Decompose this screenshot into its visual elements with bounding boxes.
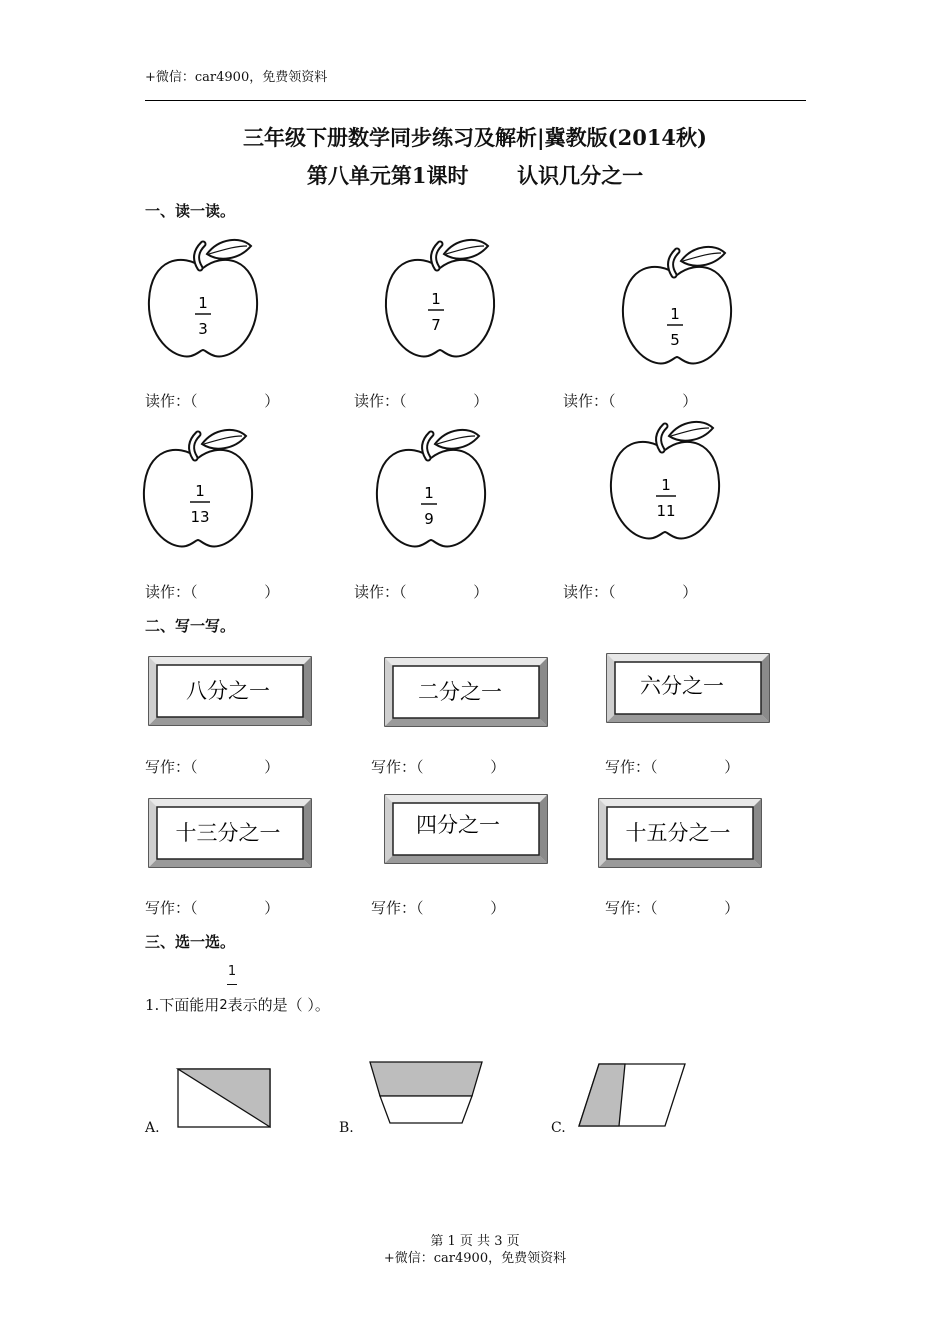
apple-fraction-6	[605, 420, 725, 550]
q1-prefix: 1.下面能用	[145, 996, 220, 1014]
read-answer-5: 读作：（ ）	[354, 583, 489, 601]
apple-6-numerator: 1	[661, 476, 671, 494]
apple-fraction-1	[143, 238, 263, 368]
lesson-unit: 第八单元第1课时	[306, 163, 469, 188]
read-answer-1: 读作：（ ）	[145, 392, 280, 410]
read-answer-4: 读作：（ ）	[145, 583, 280, 601]
word-box-6	[598, 798, 762, 868]
write-answer-5: 写作：（ ）	[371, 899, 506, 917]
word-box-6-text: 十五分之一	[625, 821, 731, 845]
word-box-2	[384, 657, 548, 727]
option-a-figure[interactable]	[170, 1064, 278, 1132]
write-answer-3: 写作：（ ）	[605, 758, 740, 776]
word-box-5-text: 四分之一	[416, 813, 500, 837]
apple-2-denominator: 7	[431, 316, 441, 334]
write-answer-6: 写作：（ ）	[605, 899, 740, 917]
word-box-2-text: 二分之一	[418, 680, 502, 704]
apple-3-numerator: 1	[670, 305, 680, 323]
read-answer-3: 读作：（ ）	[563, 392, 698, 410]
page-header: +微信：car4900，免费领资料	[145, 70, 328, 85]
header-rule	[145, 100, 806, 101]
write-answer-4: 写作：（ ）	[145, 899, 280, 917]
q1-suffix: 表示的是（ ）。	[227, 996, 330, 1014]
apple-3-denominator: 5	[670, 331, 680, 349]
write-answer-1: 写作：（ ）	[145, 758, 280, 776]
option-c-figure[interactable]	[575, 1058, 691, 1130]
apple-4-numerator: 1	[195, 482, 205, 500]
option-a-label[interactable]: A.	[145, 1120, 160, 1136]
lesson-title	[0, 160, 950, 190]
write-answer-2: 写作：（ ）	[371, 758, 506, 776]
word-box-3	[606, 653, 770, 723]
option-c-label[interactable]: C.	[551, 1120, 566, 1136]
option-b-label[interactable]: B.	[339, 1120, 354, 1136]
option-b-figure[interactable]	[364, 1056, 488, 1130]
q1-fraction-bar	[227, 984, 237, 985]
apple-fraction-5	[371, 428, 491, 558]
document-title: 三年级下册数学同步练习及解析|冀教版(2014秋)	[243, 125, 707, 150]
apple-6-denominator: 11	[656, 502, 676, 520]
q1-fraction-numerator: 1	[227, 964, 237, 979]
question-1	[145, 994, 330, 1015]
section-read-heading: 一、读一读。	[145, 202, 236, 220]
word-box-1-text: 八分之一	[186, 679, 270, 703]
q1-fraction-denominator: 2	[219, 998, 228, 1013]
apple-5-denominator: 9	[424, 510, 434, 528]
section-write-heading: 二、写一写。	[145, 617, 236, 635]
apple-fraction-3	[617, 245, 737, 375]
word-box-4-text: 十三分之一	[175, 821, 281, 845]
page-footer: +微信：car4900，免费领资料	[383, 1251, 567, 1266]
apple-1-numerator: 1	[198, 294, 208, 312]
page-number: 第 1 页 共 3 页	[430, 1234, 520, 1249]
section-choose-heading: 三、选一选。	[145, 933, 236, 951]
apple-5-numerator: 1	[424, 484, 434, 502]
apple-2-numerator: 1	[431, 290, 441, 308]
word-box-4	[148, 798, 312, 868]
lesson-topic: 认识几分之一	[517, 163, 644, 188]
apple-fraction-2	[380, 238, 500, 368]
apple-1-denominator: 3	[198, 320, 208, 338]
apple-4-denominator: 13	[190, 508, 210, 526]
word-box-5	[384, 794, 548, 864]
word-box-3-text: 六分之一	[640, 674, 724, 698]
word-box-1	[148, 656, 312, 726]
read-answer-2: 读作：（ ）	[354, 392, 489, 410]
apple-fraction-4	[138, 428, 258, 558]
read-answer-6: 读作：（ ）	[563, 583, 698, 601]
